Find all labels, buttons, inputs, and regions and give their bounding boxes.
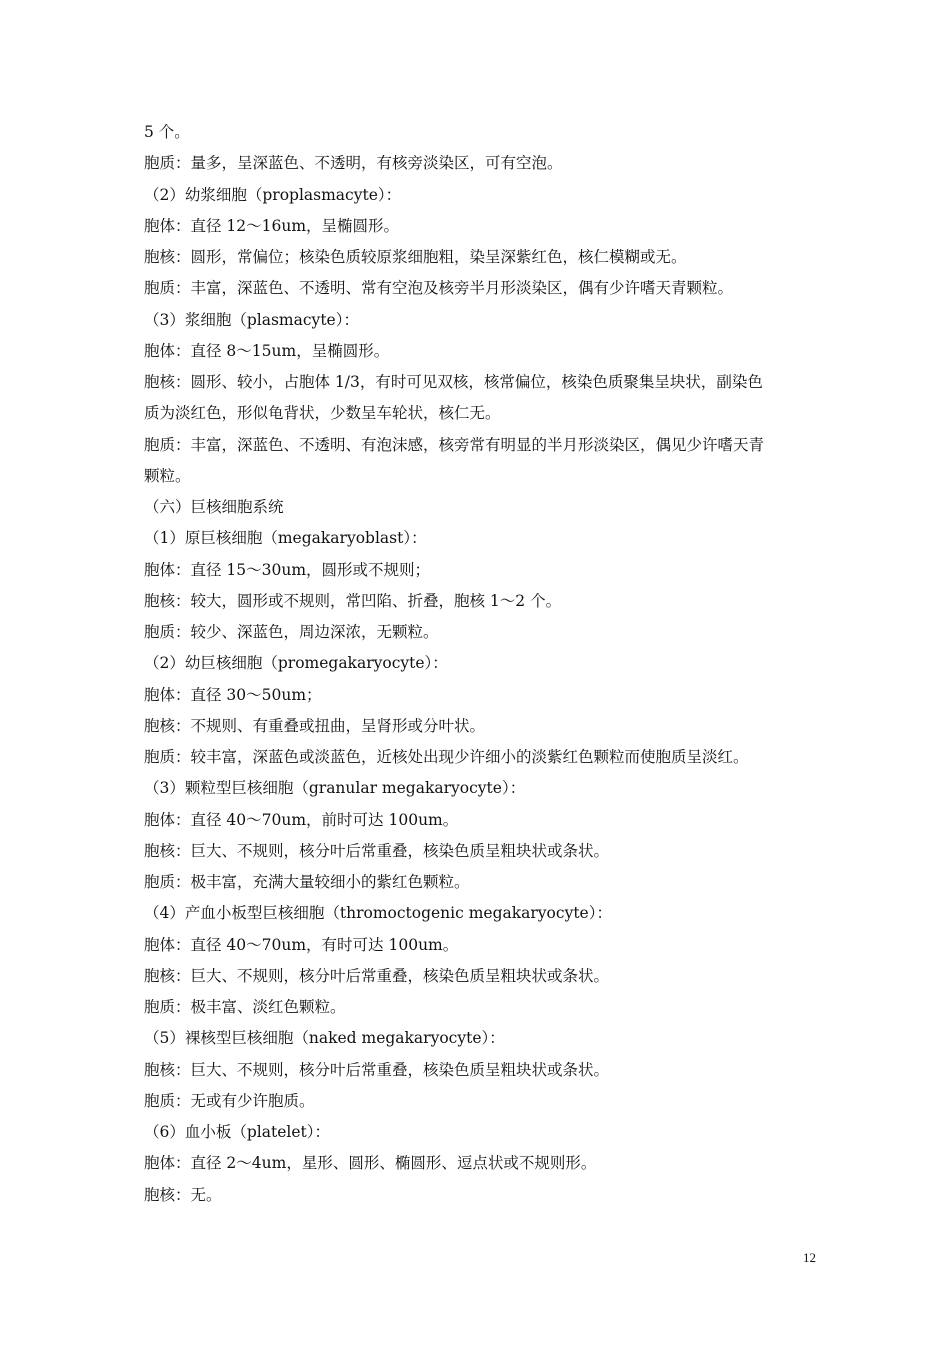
text-line: 胞质：量多，呈深蓝色、不透明，有核旁淡染区，可有空泡。 [144,154,563,173]
section-heading: （4）产血小板型巨核细胞（thromoctogenic megakaryocyte）： [144,904,612,923]
text-line: 胞核：较大，圆形或不规则，常凹陷、折叠，胞核 1～2 个。 [144,591,562,610]
chapter-heading: （六）巨核细胞系统 [144,498,284,516]
text-line: 胞核：巨大、不规则，核分叶后常重叠，核染色质呈粗块状或条状。 [144,841,610,860]
text-line: 胞体：直径 8～15um，呈椭圆形。 [144,341,390,360]
text-line: 胞体：直径 12～16um，呈椭圆形。 [144,216,400,235]
text-line: 胞核：巨大、不规则，核分叶后常重叠，核染色质呈粗块状或条状。 [144,966,610,985]
section-heading: （6）血小板（platelet）： [144,1123,330,1141]
text-line: 胞核：圆形、较小，占胞体 1/3，有时可见双核，核常偏位，核染色质聚集呈块状，副染色 [144,373,763,391]
text-line: 胞质：丰富，深蓝色、不透明、常有空泡及核旁半月形淡染区，偶有少许嗜天青颗粒。 [144,279,734,298]
section-heading: （1）原巨核细胞（megakaryoblast）： [144,529,427,548]
text-line: 胞质：较少、深蓝色，周边深浓，无颗粒。 [144,623,439,641]
section-heading: （2）幼巨核细胞（promegakaryocyte）： [144,654,448,673]
text-line: 胞核：无。 [144,1185,222,1204]
text-line: 胞质：无或有少许胞质。 [144,1091,315,1110]
page-number: 12 [803,1250,816,1265]
text-line: 胞体：直径 30～50um； [144,685,322,704]
text-line: 胞体：直径 40～70um，前时可达 100um。 [144,810,459,829]
text-line: 胞核：巨大、不规则，核分叶后常重叠，核染色质呈粗块状或条状。 [144,1060,610,1079]
text-line: 胞体：直径 2～4um，星形、圆形、椭圆形、逗点状或不规则形。 [144,1154,597,1173]
text-line: 胞核：不规则、有重叠或扭曲，呈肾形或分叶状。 [144,716,486,735]
section-heading: （5）裸核型巨核细胞（naked megakaryocyte）： [144,1029,505,1048]
body-text [144,117,816,1211]
section-heading: （3）浆细胞（plasmacyte）： [144,310,359,329]
text-line: 胞体：直径 40～70um，有时可达 100um。 [144,935,459,954]
text-line: 颗粒。 [144,466,191,485]
text-line: 胞质：较丰富，深蓝色或淡蓝色，近核处出现少许细小的淡紫红色颗粒而使胞质呈淡红。 [144,748,749,766]
section-heading: （3）颗粒型巨核细胞（granular megakaryocyte）： [144,779,526,798]
text-line: 胞核：圆形，常偏位；核染色质较原浆细胞粗，染呈深紫红色，核仁模糊或无。 [144,248,687,266]
text-line: 5 个。 [144,123,190,141]
text-line: 质为淡红色，形似龟背状，少数呈车轮状，核仁无。 [144,404,501,423]
text-line: 胞质：极丰富，充满大量较细小的紫红色颗粒。 [144,873,470,891]
text-line: 胞质：极丰富、淡红色颗粒。 [144,998,346,1016]
section-heading: （2）幼浆细胞（proplasmacyte）： [144,185,402,204]
text-line: 胞质：丰富，深蓝色、不透明、有泡沫感，核旁常有明显的半月形淡染区，偶见少许嗜天青 [144,435,765,454]
text-line: 胞体：直径 15～30um，圆形或不规则； [144,560,431,579]
